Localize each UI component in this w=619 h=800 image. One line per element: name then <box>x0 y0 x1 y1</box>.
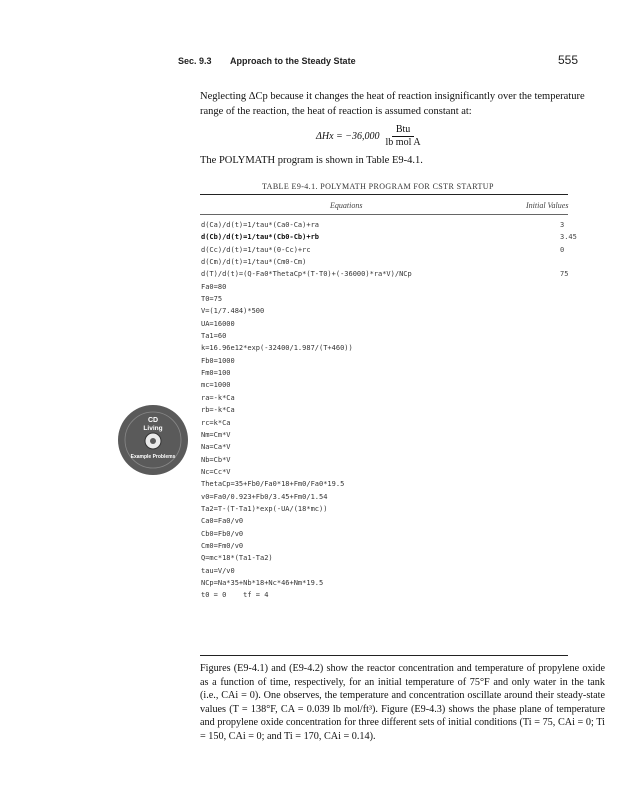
intro-paragraph: Neglecting ΔCp because it changes the heat of reaction insignificantly over the temperature range of the reaction, the heat of reaction is assumed constant at: <box>200 91 585 117</box>
equation-line: d(Cc)/d(t)=1/tau*(0-Cc)+rc <box>201 245 311 254</box>
equation-line: Nb=Cb*V <box>201 455 231 464</box>
equation-line: Fm0=100 <box>201 369 231 378</box>
equation-line: d(Cm)/d(t)=1/tau*(Cm0-Cm) <box>201 258 307 267</box>
equation-line: Na=Ca*V <box>201 443 231 452</box>
equation-line: rb=-k*Ca <box>201 406 235 415</box>
cd-living-example-problems-logo <box>117 404 189 476</box>
equation-line: Nc=Cc*V <box>201 467 231 476</box>
equation-line: NCp=Na*35+Nb*18+Nc*46+Nm*19.5 <box>201 578 324 587</box>
column-header-equations: Equations <box>330 201 363 210</box>
section-number: Sec. 9.3 <box>178 56 212 66</box>
equation-numerator: Btu <box>392 124 414 137</box>
equation-line: Cm0=Fm0/v0 <box>201 541 244 550</box>
equation-line: Fb0=1000 <box>201 356 235 365</box>
cd-bottom-text: Example Problems <box>130 454 176 460</box>
initial-value: 0 <box>560 245 565 254</box>
equation-line: v0=Fa0/0.923+Fb0/3.45+Fm0/1.54 <box>201 492 328 501</box>
equation-line: ra=-k*Ca <box>201 393 235 402</box>
equation-line: d(Ca)/d(t)=1/tau*(Ca0-Ca)+ra <box>201 221 320 229</box>
equation-line: d(T)/d(t)=(Q-Fa0*ThetaCp*(T-T0)+(-36000)*ra*V)/NCp <box>201 270 412 279</box>
equation-line: mc=1000 <box>201 381 231 390</box>
equation-line: Nm=Cm*V <box>201 430 231 439</box>
closing-paragraph: Figures (E9-4.1) and (E9-4.2) show the reactor concentration and temperature of propylene oxide as a function of time, respectively, for an initial temperature of 75°F and only water in the tank (i.e., CAi = 0). One observes, the temperature and concentration oscillate around their steady-state values (T = 138°F, CA = 0.039 lb mol/ft³). Figure (E9-4.3) shows the phase plane of temperature and propylene oxide concentration for three different sets of initial conditions (Ti = 75, CAi = 0; Ti = 150, CAi = 0; and Ti = 170, CAi = 0.14). <box>200 663 605 742</box>
initial-value: 3.45 <box>560 233 577 242</box>
table-top-rule <box>200 194 568 195</box>
initial-value: 3 <box>560 221 565 229</box>
running-header <box>178 56 356 66</box>
equation-list <box>201 219 412 602</box>
table-caption: TABLE E9-4.1. POLYMATH PROGRAM FOR CSTR STARTUP <box>262 182 494 191</box>
polymath-intro: The POLYMATH program is shown in Table E9-4.1. <box>200 155 423 166</box>
equation-line: V=(1/7.484)*500 <box>201 307 265 316</box>
equation-line: Q=mc*18*(Ta1-Ta2) <box>201 554 273 563</box>
equation-line: tau=V/v0 <box>201 566 235 575</box>
table-bottom-rule <box>200 655 568 656</box>
equation-fraction <box>386 124 421 149</box>
equation-line: d(Cb)/d(t)=1/tau*(Cb0-Cb)+rb <box>201 233 320 242</box>
page-number: 555 <box>558 53 579 67</box>
equation-line: Cb0=Fb0/v0 <box>201 529 244 538</box>
equation-line: k=16.96e12*exp(-32400/1.987/(T+460)) <box>201 344 353 353</box>
equation-line: Ca0=Fa0/v0 <box>201 517 244 526</box>
equation-line: UA=16000 <box>201 319 235 328</box>
table-header-rule <box>200 214 568 215</box>
cd-mid-text: Living <box>143 425 163 432</box>
equation-line: Ta2=T-(T-Ta1)*exp(-UA/(18*mc)) <box>201 504 328 513</box>
cd-hole <box>150 438 156 444</box>
column-header-initial-values: Initial Values <box>526 201 569 210</box>
equation-denominator: lb mol A <box>385 137 421 148</box>
equation-line: T0=75 <box>201 295 223 304</box>
initial-value: 75 <box>560 270 569 279</box>
equation-line: rc=k*Ca <box>201 418 231 427</box>
equation-line: ThetaCp=35+Fb0/Fa0*18+Fm0/Fa0*19.5 <box>201 480 345 489</box>
equation-line: Fa0=80 <box>201 282 227 291</box>
section-title: Approach to the Steady State <box>230 56 356 66</box>
heat-of-reaction-equation <box>316 124 421 149</box>
equation-lhs: ΔHx = −36,000 <box>316 131 380 142</box>
equation-line: t0 = 0 tf = 4 <box>201 591 269 600</box>
equation-line: Ta1=60 <box>201 332 227 341</box>
cd-top-text: CD <box>147 417 159 424</box>
